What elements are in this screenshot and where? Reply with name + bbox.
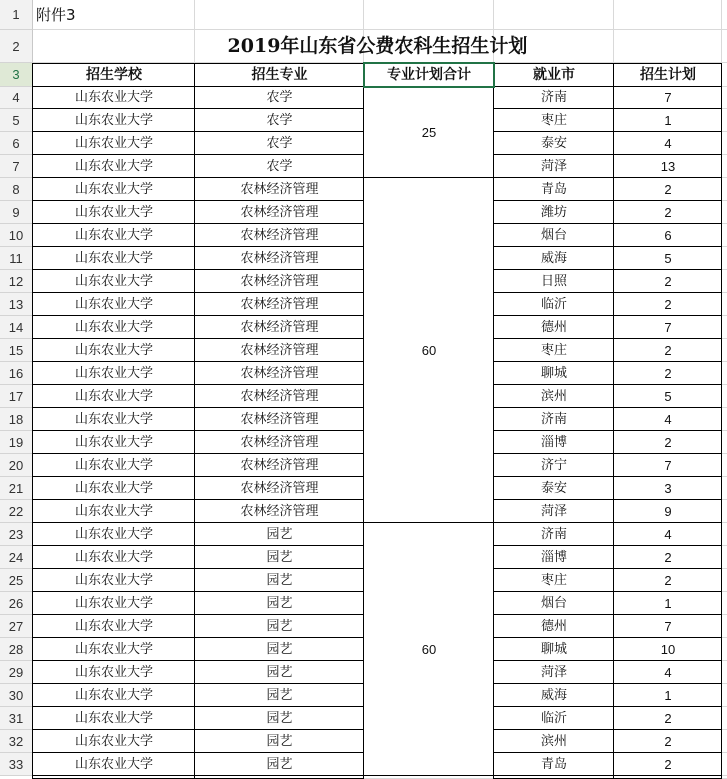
row-header[interactable]: 31 — [0, 707, 33, 730]
table-border — [494, 292, 722, 293]
school-cell[interactable]: 山东农业大学 — [74, 734, 153, 749]
table-border — [494, 177, 722, 178]
table-border — [494, 729, 722, 730]
row-header[interactable]: 26 — [0, 592, 33, 615]
table-border — [364, 775, 494, 776]
table-border — [194, 63, 195, 779]
table-border — [364, 522, 494, 523]
attachment-label: 附件3 — [36, 6, 76, 24]
table-border — [33, 384, 364, 385]
major-cell[interactable]: 园艺 — [266, 688, 293, 703]
plan-cell[interactable]: 5 — [664, 251, 672, 266]
major-cell[interactable]: 农林经济管理 — [240, 504, 319, 519]
city-cell[interactable]: 泰安 — [540, 481, 567, 496]
school-cell[interactable]: 山东农业大学 — [74, 228, 153, 243]
city-cell[interactable]: 日照 — [540, 274, 567, 289]
major-cell[interactable]: 园艺 — [266, 573, 293, 588]
school-cell[interactable]: 山东农业大学 — [74, 90, 153, 105]
major-cell[interactable]: 农林经济管理 — [240, 343, 319, 358]
city-cell[interactable]: 潍坊 — [540, 205, 567, 220]
city-cell[interactable]: 临沂 — [540, 297, 567, 312]
table-border — [33, 177, 364, 178]
table-border — [494, 499, 722, 500]
school-cell[interactable]: 山东农业大学 — [74, 274, 153, 289]
city-cell[interactable]: 德州 — [540, 320, 567, 335]
table-border — [33, 729, 364, 730]
table-border — [494, 706, 722, 707]
row-header[interactable]: 19 — [0, 431, 33, 454]
major-cell[interactable]: 农林经济管理 — [240, 366, 319, 381]
school-cell[interactable]: 山东农业大学 — [74, 458, 153, 473]
column-header[interactable]: 招生学校 — [86, 67, 142, 83]
table-border — [33, 407, 364, 408]
major-cell[interactable]: 园艺 — [266, 711, 293, 726]
school-cell[interactable]: 山东农业大学 — [74, 573, 153, 588]
major-cell[interactable]: 农学 — [266, 90, 293, 105]
row-header[interactable]: 14 — [0, 316, 33, 339]
city-cell[interactable]: 泰安 — [540, 136, 567, 151]
plan-cell[interactable]: 1 — [664, 596, 672, 611]
table-border — [33, 522, 364, 523]
plan-cell[interactable]: 9 — [664, 504, 672, 519]
school-cell[interactable]: 山东农业大学 — [74, 504, 153, 519]
table-border — [494, 407, 722, 408]
row-header[interactable]: 13 — [0, 293, 33, 316]
school-cell[interactable]: 山东农业大学 — [74, 481, 153, 496]
city-cell[interactable]: 枣庄 — [540, 343, 567, 358]
school-cell[interactable]: 山东农业大学 — [74, 619, 153, 634]
major-cell[interactable]: 农林经济管理 — [240, 274, 319, 289]
table-border — [494, 154, 722, 155]
row-header[interactable]: 22 — [0, 500, 33, 523]
major-cell[interactable]: 园艺 — [266, 642, 293, 657]
school-cell[interactable]: 山东农业大学 — [74, 550, 153, 565]
table-border — [33, 453, 364, 454]
row-header[interactable]: 32 — [0, 730, 33, 753]
table-border — [33, 637, 364, 638]
school-cell[interactable]: 山东农业大学 — [74, 159, 153, 174]
row-header[interactable]: 15 — [0, 339, 33, 362]
plan-total-cell[interactable]: 25 — [364, 87, 494, 178]
row-header[interactable]: 1 — [0, 0, 33, 30]
city-cell[interactable]: 青岛 — [540, 757, 567, 772]
school-cell[interactable]: 山东农业大学 — [74, 389, 153, 404]
table-border — [494, 775, 722, 776]
table-border — [33, 108, 364, 109]
table-border — [494, 246, 722, 247]
table-border — [33, 476, 364, 477]
plan-cell[interactable]: 1 — [664, 113, 672, 128]
table-border — [33, 499, 364, 500]
table-border — [32, 63, 33, 779]
school-cell[interactable]: 山东农业大学 — [74, 757, 153, 772]
plan-cell[interactable]: 2 — [664, 205, 672, 220]
school-cell[interactable]: 山东农业大学 — [74, 665, 153, 680]
table-border — [613, 63, 614, 779]
city-cell[interactable]: 德州 — [540, 619, 567, 634]
table-border — [33, 131, 364, 132]
plan-cell[interactable]: 2 — [664, 274, 672, 289]
school-cell[interactable]: 山东农业大学 — [74, 527, 153, 542]
table-border — [494, 361, 722, 362]
row-header[interactable]: 20 — [0, 454, 33, 477]
table-border — [33, 752, 364, 753]
city-cell[interactable]: 威海 — [540, 251, 567, 266]
row-header[interactable]: 12 — [0, 270, 33, 293]
plan-cell[interactable]: 2 — [664, 550, 672, 565]
plan-cell[interactable]: 7 — [664, 90, 672, 105]
row-header[interactable]: 17 — [0, 385, 33, 408]
table-border — [494, 108, 722, 109]
table-border — [494, 614, 722, 615]
table-border — [721, 63, 722, 779]
row-header[interactable]: 18 — [0, 408, 33, 431]
table-border — [33, 361, 364, 362]
city-cell[interactable]: 聊城 — [540, 642, 567, 657]
major-cell[interactable]: 农林经济管理 — [240, 481, 319, 496]
row-header[interactable]: 33 — [0, 753, 33, 776]
major-cell[interactable]: 农林经济管理 — [240, 297, 319, 312]
plan-cell[interactable]: 13 — [660, 159, 676, 174]
row-header[interactable]: 21 — [0, 477, 33, 500]
table-border — [494, 660, 722, 661]
table-border — [494, 637, 722, 638]
table-border — [33, 269, 364, 270]
major-cell[interactable]: 园艺 — [266, 619, 293, 634]
table-border — [494, 200, 722, 201]
row-header[interactable]: 2 — [0, 30, 33, 63]
school-cell[interactable]: 山东农业大学 — [74, 596, 153, 611]
row-header[interactable]: 16 — [0, 362, 33, 385]
table-border — [363, 63, 364, 779]
plan-cell[interactable]: 2 — [664, 366, 672, 381]
table-border — [33, 614, 364, 615]
table-border — [33, 292, 364, 293]
city-cell[interactable]: 威海 — [540, 688, 567, 703]
school-cell[interactable]: 山东农业大学 — [74, 182, 153, 197]
table-border — [494, 545, 722, 546]
row-header[interactable]: 6 — [0, 132, 33, 155]
school-cell[interactable]: 山东农业大学 — [74, 251, 153, 266]
major-cell[interactable]: 农学 — [266, 159, 293, 174]
plan-cell[interactable]: 2 — [664, 297, 672, 312]
table-border — [494, 568, 722, 569]
city-cell[interactable]: 淄博 — [540, 550, 567, 565]
table-border — [33, 660, 364, 661]
major-cell[interactable]: 园艺 — [266, 527, 293, 542]
plan-total-cell[interactable]: 60 — [364, 523, 494, 776]
row-header[interactable]: 8 — [0, 178, 33, 201]
city-cell[interactable]: 淄博 — [540, 435, 567, 450]
city-cell[interactable]: 济南 — [540, 90, 567, 105]
table-border — [33, 200, 364, 201]
city-cell[interactable]: 青岛 — [540, 182, 567, 197]
table-border — [494, 63, 722, 64]
row-header[interactable]: 29 — [0, 661, 33, 684]
school-cell[interactable]: 山东农业大学 — [74, 412, 153, 427]
plan-cell[interactable]: 2 — [664, 182, 672, 197]
row-header[interactable]: 5 — [0, 109, 33, 132]
city-cell[interactable]: 烟台 — [540, 228, 567, 243]
city-cell[interactable]: 枣庄 — [540, 113, 567, 128]
plan-cell[interactable]: 2 — [664, 711, 672, 726]
plan-cell[interactable]: 3 — [664, 481, 672, 496]
row-header[interactable]: 24 — [0, 546, 33, 569]
city-cell[interactable]: 滨州 — [540, 389, 567, 404]
school-cell[interactable]: 山东农业大学 — [74, 113, 153, 128]
major-cell[interactable]: 农学 — [266, 136, 293, 151]
major-cell[interactable]: 园艺 — [266, 596, 293, 611]
major-cell[interactable]: 农林经济管理 — [240, 412, 319, 427]
plan-cell[interactable]: 2 — [664, 435, 672, 450]
table-border — [33, 775, 364, 776]
city-cell[interactable]: 临沂 — [540, 711, 567, 726]
row-header[interactable]: 25 — [0, 569, 33, 592]
row-header[interactable]: 10 — [0, 224, 33, 247]
selected-cell-outline — [363, 62, 495, 88]
school-cell[interactable]: 山东农业大学 — [74, 642, 153, 657]
plan-cell[interactable]: 7 — [664, 458, 672, 473]
table-border — [364, 177, 494, 178]
table-border — [33, 154, 364, 155]
table-border — [494, 315, 722, 316]
sheet-title: 2019年山东省公费农科生招生计划 — [227, 35, 528, 57]
plan-cell[interactable]: 4 — [664, 665, 672, 680]
city-cell[interactable]: 菏泽 — [540, 665, 567, 680]
plan-cell[interactable]: 2 — [664, 757, 672, 772]
row-header[interactable]: 11 — [0, 247, 33, 270]
table-border — [494, 453, 722, 454]
major-cell[interactable]: 园艺 — [266, 734, 293, 749]
major-cell[interactable]: 农林经济管理 — [240, 435, 319, 450]
major-cell[interactable]: 农林经济管理 — [240, 458, 319, 473]
plan-cell[interactable]: 5 — [664, 389, 672, 404]
major-cell[interactable]: 农林经济管理 — [240, 389, 319, 404]
city-cell[interactable]: 菏泽 — [540, 504, 567, 519]
table-border — [33, 706, 364, 707]
school-cell[interactable]: 山东农业大学 — [74, 435, 153, 450]
row-header[interactable]: 4 — [0, 87, 33, 109]
table-border — [494, 683, 722, 684]
major-cell[interactable]: 农林经济管理 — [240, 251, 319, 266]
column-header[interactable]: 就业市 — [533, 67, 575, 83]
table-border — [494, 384, 722, 385]
table-border — [494, 752, 722, 753]
row-header[interactable]: 7 — [0, 155, 33, 178]
major-cell[interactable]: 农学 — [266, 113, 293, 128]
table-border — [33, 246, 364, 247]
row-header[interactable]: 27 — [0, 615, 33, 638]
table-border — [33, 591, 364, 592]
table-border — [494, 223, 722, 224]
row-header[interactable]: 28 — [0, 638, 33, 661]
column-header[interactable]: 招生计划 — [640, 67, 696, 83]
school-cell[interactable]: 山东农业大学 — [74, 136, 153, 151]
column-header[interactable]: 招生专业 — [251, 67, 308, 83]
table-border — [33, 315, 364, 316]
table-border — [493, 63, 494, 779]
plan-cell[interactable]: 10 — [660, 642, 676, 657]
table-border — [33, 683, 364, 684]
plan-total-cell[interactable]: 60 — [364, 178, 494, 523]
table-border — [494, 269, 722, 270]
column-header[interactable]: 专业计划合计 — [387, 67, 471, 83]
major-cell[interactable]: 园艺 — [266, 665, 293, 680]
plan-cell[interactable]: 7 — [664, 619, 672, 634]
major-cell[interactable]: 农林经济管理 — [240, 228, 319, 243]
major-cell[interactable]: 农林经济管理 — [240, 205, 319, 220]
city-cell[interactable]: 聊城 — [540, 366, 567, 381]
plan-cell[interactable]: 2 — [664, 734, 672, 749]
plan-cell[interactable]: 2 — [664, 573, 672, 588]
city-cell[interactable]: 菏泽 — [540, 159, 567, 174]
plan-cell[interactable]: 1 — [664, 688, 672, 703]
school-cell[interactable]: 山东农业大学 — [74, 205, 153, 220]
city-cell[interactable]: 济南 — [540, 412, 567, 427]
table-border — [33, 86, 364, 87]
school-cell[interactable]: 山东农业大学 — [74, 343, 153, 358]
major-cell[interactable]: 园艺 — [266, 757, 293, 772]
school-cell[interactable]: 山东农业大学 — [74, 711, 153, 726]
city-cell[interactable]: 枣庄 — [540, 573, 567, 588]
table-border — [33, 223, 364, 224]
major-cell[interactable]: 园艺 — [266, 550, 293, 565]
plan-cell[interactable]: 7 — [664, 320, 672, 335]
table-border — [33, 545, 364, 546]
table-border — [33, 63, 364, 64]
school-cell[interactable]: 山东农业大学 — [74, 297, 153, 312]
row-header[interactable]: 3 — [0, 63, 33, 87]
city-cell[interactable]: 济宁 — [540, 458, 567, 473]
row-header[interactable]: 30 — [0, 684, 33, 707]
table-border — [494, 131, 722, 132]
city-cell[interactable]: 滨州 — [540, 734, 567, 749]
plan-cell[interactable]: 4 — [664, 527, 672, 542]
city-cell[interactable]: 烟台 — [540, 596, 567, 611]
table-border — [33, 430, 364, 431]
row-header[interactable]: 9 — [0, 201, 33, 224]
plan-cell[interactable]: 4 — [664, 136, 672, 151]
school-cell[interactable]: 山东农业大学 — [74, 366, 153, 381]
table-border — [33, 568, 364, 569]
table-border — [494, 522, 722, 523]
row-header[interactable]: 23 — [0, 523, 33, 546]
plan-cell[interactable]: 4 — [664, 412, 672, 427]
school-cell[interactable]: 山东农业大学 — [74, 320, 153, 335]
city-cell[interactable]: 济南 — [540, 527, 567, 542]
table-border — [494, 476, 722, 477]
table-border — [33, 338, 364, 339]
plan-cell[interactable]: 6 — [664, 228, 672, 243]
table-border — [494, 86, 722, 87]
table-border — [494, 591, 722, 592]
major-cell[interactable]: 农林经济管理 — [240, 320, 319, 335]
table-border — [494, 338, 722, 339]
school-cell[interactable]: 山东农业大学 — [74, 688, 153, 703]
plan-cell[interactable]: 2 — [664, 343, 672, 358]
major-cell[interactable]: 农林经济管理 — [240, 182, 319, 197]
table-border — [494, 430, 722, 431]
